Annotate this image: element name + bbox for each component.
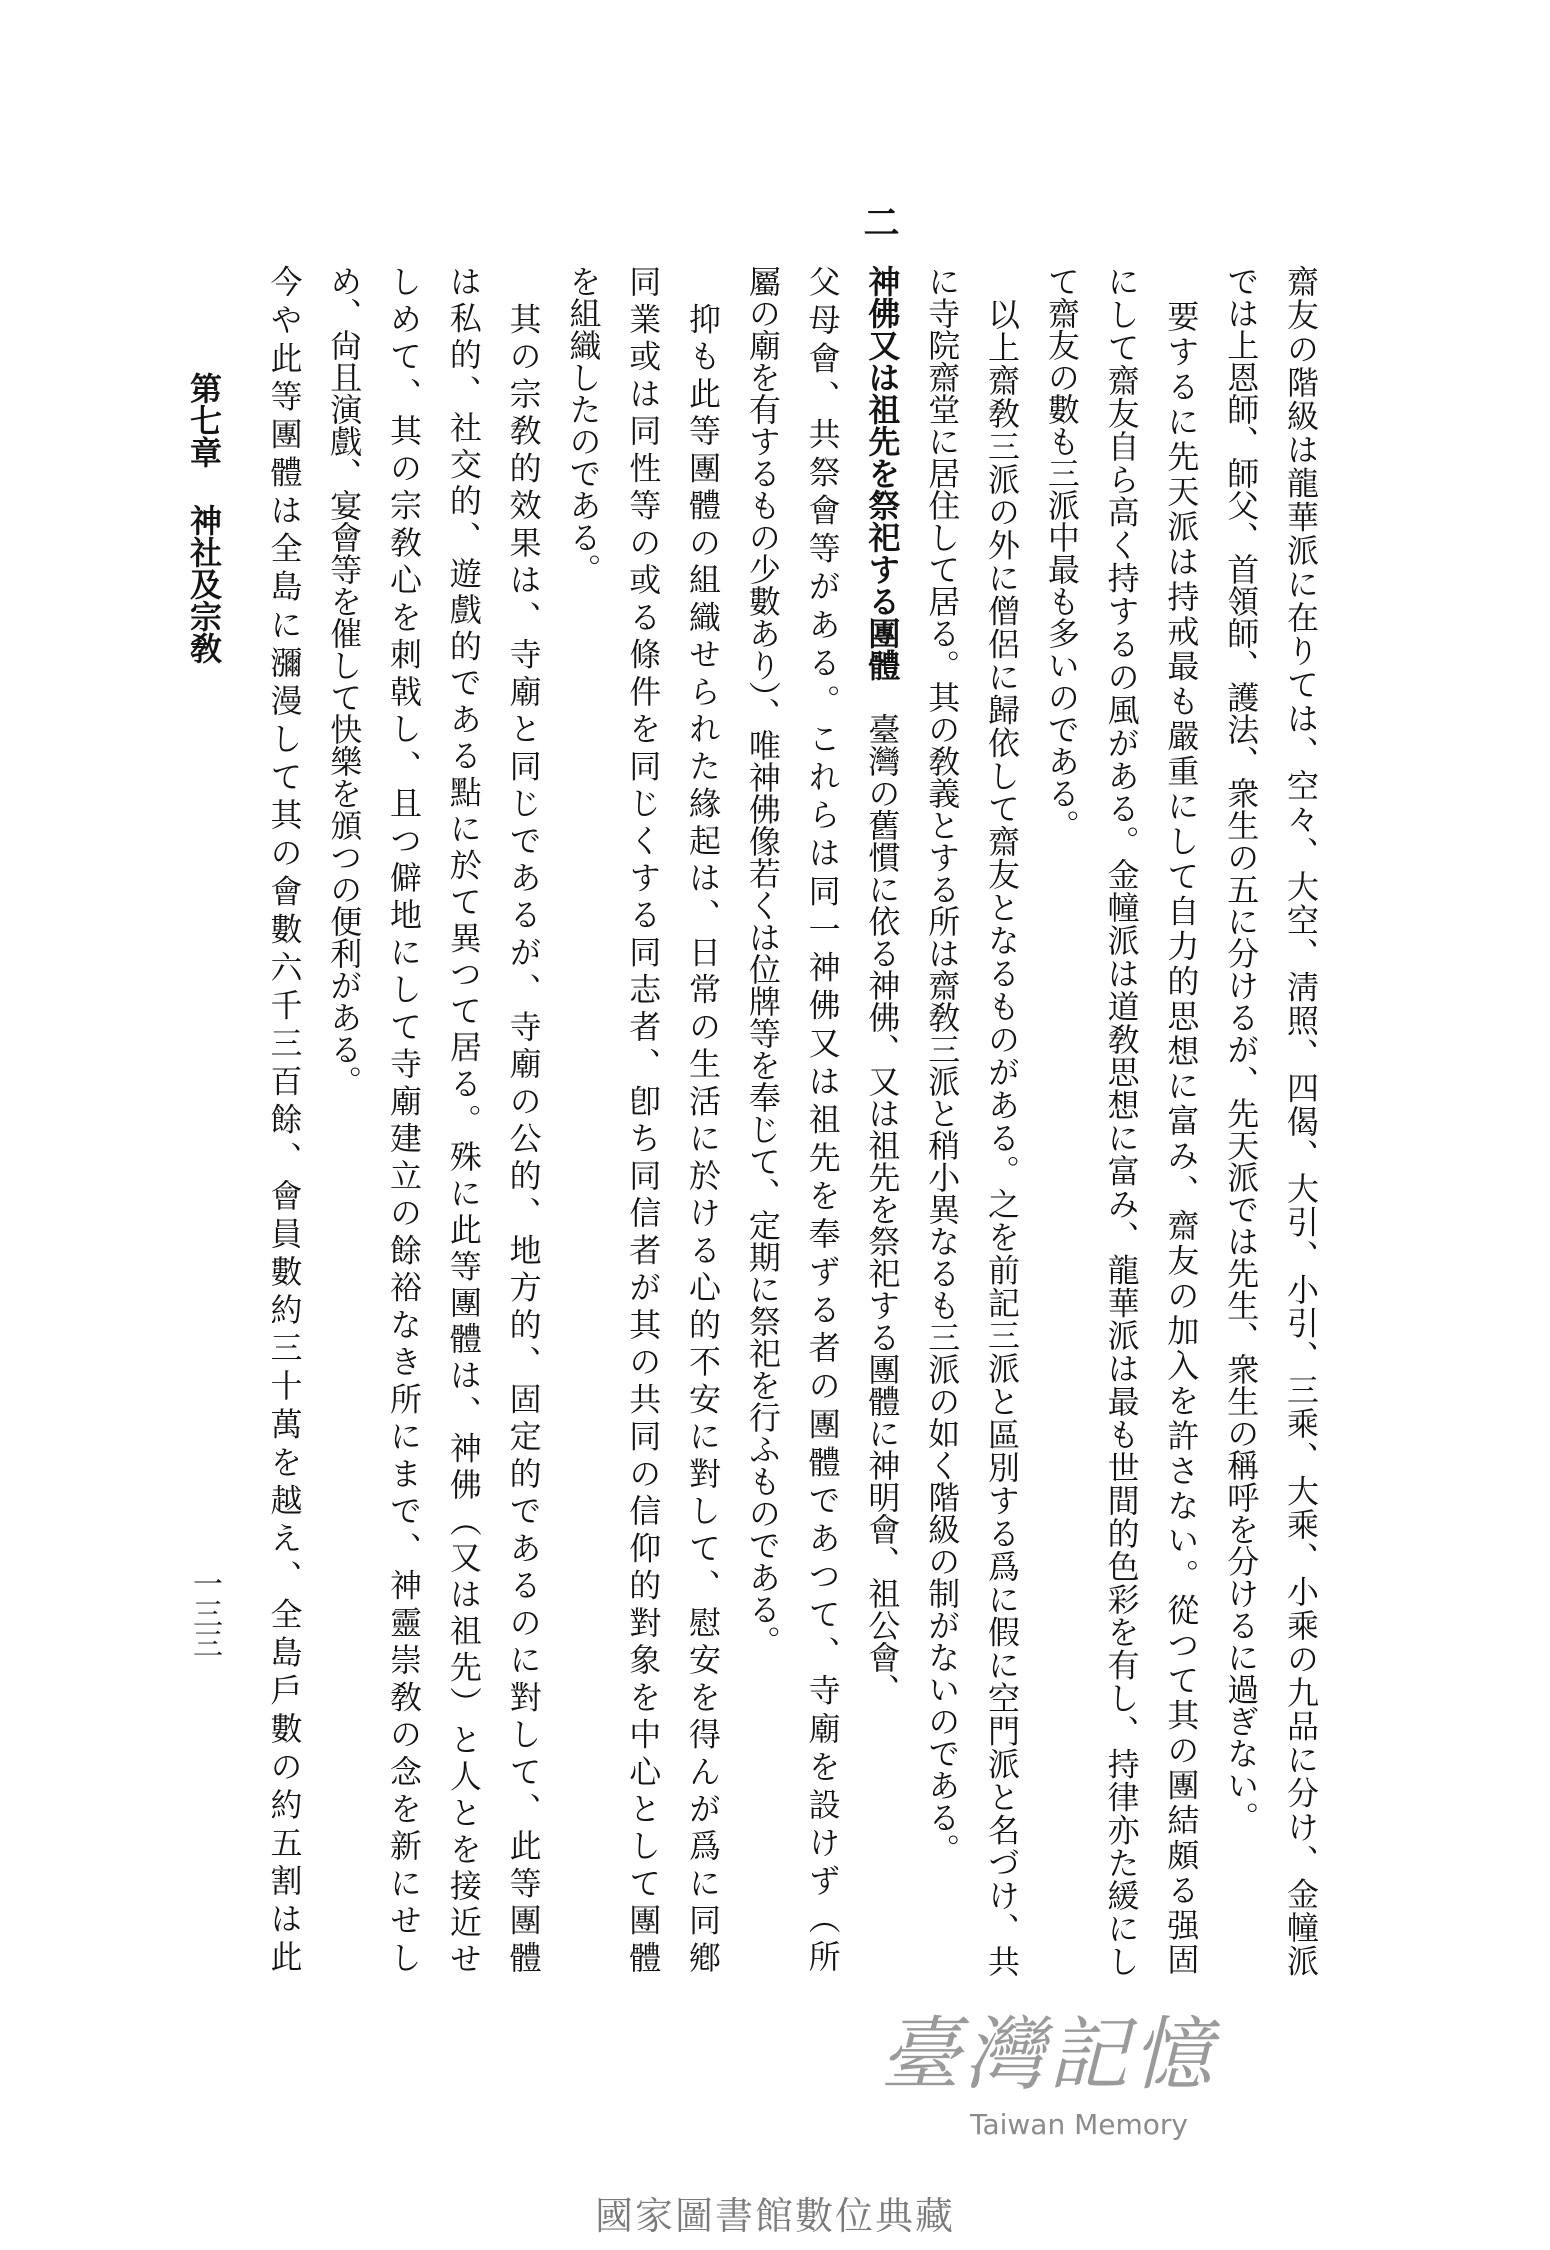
running-head [183, 372, 225, 672]
text-line-17: め、尙且演戲、宴會等を催して快樂を頒つの便利がある。 [325, 265, 364, 1097]
text-line-10: 屬の廟を有するもの少數あり）、唯神佛像若くは位牌等を奉じて、定期に祭祀を行ふものである。 [743, 265, 782, 1657]
section-heading-line [852, 202, 912, 1978]
text-line-5: て齋友の數も三派中最も多いのである。 [1042, 265, 1081, 841]
text-line-6: 以上齋敎三派の外に僧侶に歸依して齋友となるものがある。之を前記三派と區別する爲に假に空門派と名づけ、共 [983, 265, 1022, 1978]
text-line-16: しめて、其の宗敎心を刺戟し、且つ僻地にして寺廟建立の餘裕なき所にまで、神靈崇敎の念を新にせし [385, 265, 424, 1979]
watermark-latin: Taiwan Memory [970, 2108, 1188, 2141]
text-line-3: 要するに先天派は持戒最も嚴重にして自力的思想に富み、齋友の加入を許さない。從つて其の團結頗る强固 [1162, 265, 1201, 1979]
page-number: 一三三 [187, 1568, 222, 1658]
text-line-4: にして齋友自ら高く持するの風がある。金幢派は道敎思想に富み、龍華派は最も世間的色彩を有し、持律亦た緩にし [1102, 265, 1141, 1978]
section-text: 臺灣の舊慣に依る神佛、又は祖先を祭祀する團體に神明會、祖公會、 [863, 681, 902, 1705]
text-line-7: に寺院齋堂に居住して居る。其の敎義とする所は齋敎三派と稍小異なるも三派の如く階級の制がないのである。 [923, 265, 962, 1865]
body-text [254, 202, 1330, 1979]
text-line-1: 齋友の階級は龍華派に在りては、空々、大空、淸照、四偈、大引、小引、三乘、大乘、小乘の九品に分け、金幢派 [1282, 265, 1320, 1979]
text-line-12: 同業或は同性等の或る條件を同じくする同志者、卽ち同信者が其の共同の信仰的對象を中心として團體 [624, 265, 663, 1979]
text-line-18: 今や此等團體は全島に瀰漫して其の會數六千三百餘、會員數約三十萬を越え、全島戶數の約五割は此 [265, 265, 304, 1979]
watermark-logo [880, 2010, 1440, 2160]
chapter-title: 神社及宗敎 [185, 504, 223, 664]
text-line-9: 父母會、共祭會等がある。これらは同一神佛又は祖先を奉ずる者の團體であつて、寺廟を設けず（所 [803, 265, 842, 1979]
text-line-11: 抑も此等團體の組織せられた緣起は、日常の生活に於ける心的不安に對して、慰安を得んが爲に同鄕 [684, 265, 723, 1979]
watermark-chars: 臺灣記憶 [880, 2008, 1216, 2101]
text-line-14: 其の宗敎的效果は、寺廟と同じであるが、寺廟の公的、地方的、固定的であるのに對して、此等團體 [504, 265, 543, 1979]
text-line-2: では上恩師、師父、首領師、護法、衆生の五に分けるが、先天派では先生、衆生の稱呼を分けるに過ぎない。 [1222, 265, 1261, 1833]
archive-footer: 國家圖書館數位典藏 [594, 2194, 955, 2238]
text-line-13: を組織したのである。 [564, 265, 603, 585]
chapter-label: 第七章 [185, 372, 223, 468]
section-number: 二 [863, 202, 900, 244]
section-heading: 神佛又は祖先を祭祀する團體 [863, 265, 902, 681]
text-line-15: は私的、社交的、遊戲的である點に於て異つて居る。殊に此等團體は、神佛（又は祖先）と人とを接近せ [444, 265, 483, 1979]
